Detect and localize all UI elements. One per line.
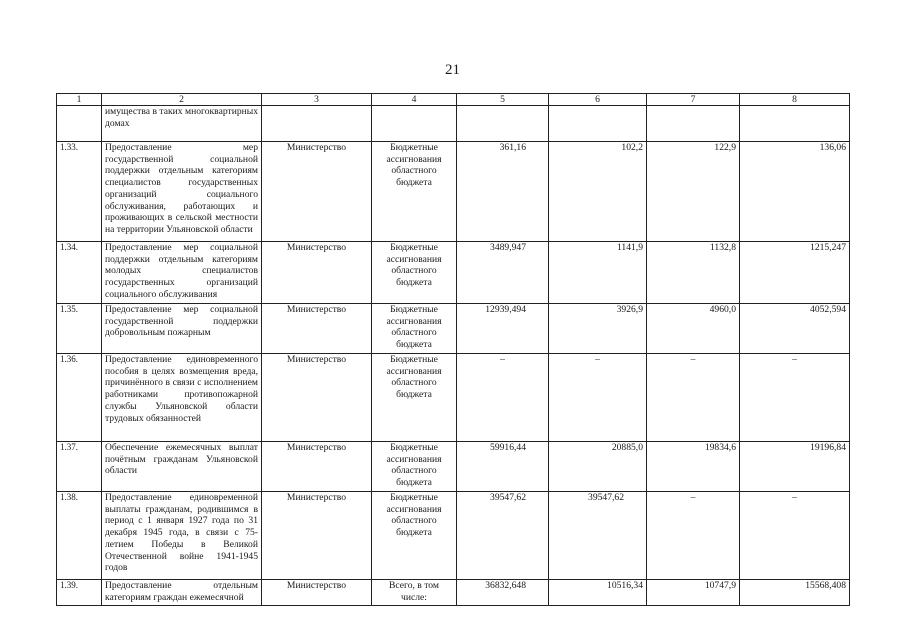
table-row — [57, 142, 850, 242]
row-value-6: 20885,0 — [549, 442, 647, 492]
row-source — [372, 106, 457, 142]
column-header: 3 — [262, 94, 372, 106]
table-header-row — [57, 94, 850, 106]
row-value-6 — [549, 106, 647, 142]
row-value-5: 12939,494 — [457, 304, 549, 354]
table-row — [57, 304, 850, 354]
row-description: Обеспечение ежемесячных выплат почётным гражданам Ульяновской области — [102, 442, 262, 492]
column-header: 2 — [102, 94, 262, 106]
row-description: Предоставление единовременного пособия в целях возмещения вреда, причинённого в связи с исполнением работниками противопожарной службы Ульяновской области трудовых обязанностей — [102, 354, 262, 442]
column-header: 7 — [647, 94, 740, 106]
row-number: 1.35. — [57, 304, 102, 354]
row-number: 1.33. — [57, 142, 102, 242]
row-value-8: – — [740, 492, 850, 580]
row-description: Предоставление мер социальной поддержки отдельным категориям молодых специалистов государственных организаций социального обслуживания — [102, 242, 262, 304]
row-value-7: – — [647, 492, 740, 580]
row-value-7: 19834,6 — [647, 442, 740, 492]
row-value-6: 102,2 — [549, 142, 647, 242]
row-source: Бюджетные ассигнования областного бюджета — [372, 354, 457, 442]
budget-table — [56, 93, 850, 606]
row-value-7: 1132,8 — [647, 242, 740, 304]
row-ministry: Министерство — [262, 580, 372, 606]
row-value-7: 122,9 — [647, 142, 740, 242]
row-number — [57, 106, 102, 142]
page-number: 21 — [445, 62, 460, 78]
row-value-7: – — [647, 354, 740, 442]
row-value-8: 19196,84 — [740, 442, 850, 492]
row-source: Бюджетные ассигнования областного бюджета — [372, 142, 457, 242]
row-ministry: Министерство — [262, 242, 372, 304]
row-number: 1.37. — [57, 442, 102, 492]
table-row — [57, 242, 850, 304]
row-source: Всего, в том числе: — [372, 580, 457, 606]
row-value-8: 15568,408 — [740, 580, 850, 606]
row-ministry: Министерство — [262, 354, 372, 442]
row-value-5: 361,16 — [457, 142, 549, 242]
row-source: Бюджетные ассигнования областного бюджета — [372, 442, 457, 492]
row-ministry: Министерство — [262, 304, 372, 354]
row-ministry: Министерство — [262, 142, 372, 242]
row-value-5: 39547,62 — [457, 492, 549, 580]
row-source: Бюджетные ассигнования областного бюджета — [372, 492, 457, 580]
table-row — [57, 492, 850, 580]
row-value-7 — [647, 106, 740, 142]
column-header: 5 — [457, 94, 549, 106]
row-value-6: 1141,9 — [549, 242, 647, 304]
row-source: Бюджетные ассигнования областного бюджета — [372, 304, 457, 354]
row-value-8: 1215,247 — [740, 242, 850, 304]
row-value-6: 10516,34 — [549, 580, 647, 606]
row-source: Бюджетные ассигнования областного бюджета — [372, 242, 457, 304]
row-number: 1.39. — [57, 580, 102, 606]
table-row — [57, 580, 850, 606]
row-value-5: – — [457, 354, 549, 442]
row-description: Предоставление мер государственной социальной поддержки отдельным категориям специалистов государственных организаций социального обслуживания, работающих и проживающих в сельской местности на территории Ульяновской области — [102, 142, 262, 242]
row-number: 1.38. — [57, 492, 102, 580]
column-header: 8 — [740, 94, 850, 106]
row-value-8: 136,06 — [740, 142, 850, 242]
row-value-6: 3926,9 — [549, 304, 647, 354]
table-row — [57, 354, 850, 442]
row-value-6: 39547,62 — [549, 492, 647, 580]
row-description: Предоставление единовременной выплаты гражданам, родившимся в период с 1 января 1927 года по 31 декабря 1945 года, в связи с 75-летием Победы в Великой Отечественной войне 1941-1945 годов — [102, 492, 262, 580]
column-header: 4 — [372, 94, 457, 106]
row-description: Предоставление мер социальной государственной поддержки добровольным пожарным — [102, 304, 262, 354]
row-description: имущества в таких многоквартирных домах — [102, 106, 262, 142]
row-value-8: – — [740, 354, 850, 442]
row-description: Предоставление отдельным категориям граждан ежемесячной — [102, 580, 262, 606]
row-value-5: 36832,648 — [457, 580, 549, 606]
row-value-5 — [457, 106, 549, 142]
row-value-5: 59916,44 — [457, 442, 549, 492]
table-row — [57, 106, 850, 142]
row-ministry — [262, 106, 372, 142]
row-value-5: 3489,947 — [457, 242, 549, 304]
column-header: 1 — [57, 94, 102, 106]
row-value-8 — [740, 106, 850, 142]
row-value-8: 4052,594 — [740, 304, 850, 354]
table-row — [57, 442, 850, 492]
row-ministry: Министерство — [262, 442, 372, 492]
row-ministry: Министерство — [262, 492, 372, 580]
row-number: 1.36. — [57, 354, 102, 442]
row-value-7: 4960,0 — [647, 304, 740, 354]
row-number: 1.34. — [57, 242, 102, 304]
row-value-7: 10747,9 — [647, 580, 740, 606]
row-value-6: – — [549, 354, 647, 442]
column-header: 6 — [549, 94, 647, 106]
